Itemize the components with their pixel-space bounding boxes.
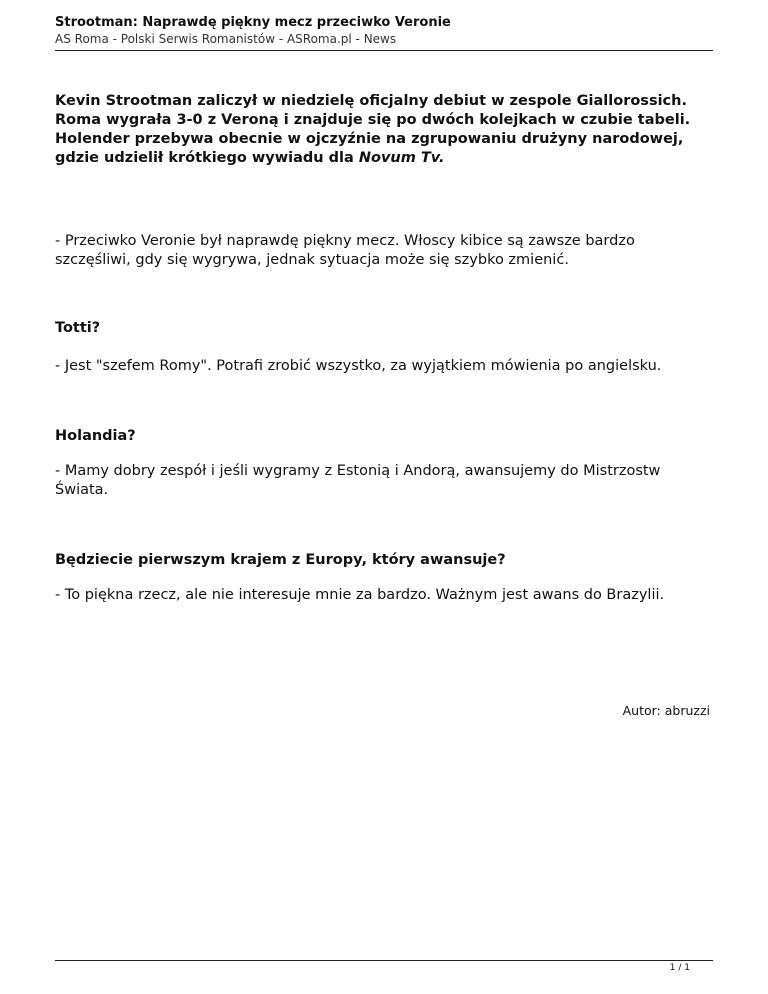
answer-2: - Jest "szefem Romy". Potrafi zrobić wszystko, za wyjątkiem mówienia po angielsku.	[55, 358, 662, 374]
answer-4: - To piękna rzecz, ale nie interesuje mnie za bardzo. Ważnym jest awans do Brazylii.	[55, 587, 665, 603]
document-subtitle: AS Roma - Polski Serwis Romanistów - ASRoma.pl - News	[55, 32, 397, 46]
lead-text: Kevin Strootman zaliczył w niedzielę oficjalny debiut w zespole Giallorossich. Roma wygrała 3-0 z Veroną i znajduje się po dwóch kolejkach w czubie tabeli. Holender przebywa obecnie w ojczyźnie na zgrupowaniu drużyny narodowej, gdzie udzielił krótkiego wywiadu dla	[55, 93, 691, 166]
answer-1: - Przeciwko Veronie był naprawdę piękny mecz. Włoscy kibice są zawsze bardzo szczęśliwi, gdy się wygrywa, jednak sytuacja może się szybko zmienić.	[55, 233, 635, 268]
answer-3: - Mamy dobry zespół i jeśli wygramy z Estonią i Andorą, awansujemy do Mistrzostw Świata.	[55, 463, 661, 498]
article-author: Autor: abruzzi	[622, 703, 710, 718]
lead-source: Novum Tv.	[358, 150, 445, 166]
document-header	[55, 14, 713, 51]
document-title: Strootman: Naprawdę piękny mecz przeciwko Veronie	[55, 15, 451, 30]
page-number: 1 / 1	[669, 963, 690, 973]
question-4: Będziecie pierwszym krajem z Europy, który awansuje?	[55, 552, 506, 568]
question-2: Totti?	[55, 320, 101, 336]
article-lead	[55, 92, 705, 168]
question-3: Holandia?	[55, 428, 136, 444]
footer-divider	[55, 960, 713, 961]
